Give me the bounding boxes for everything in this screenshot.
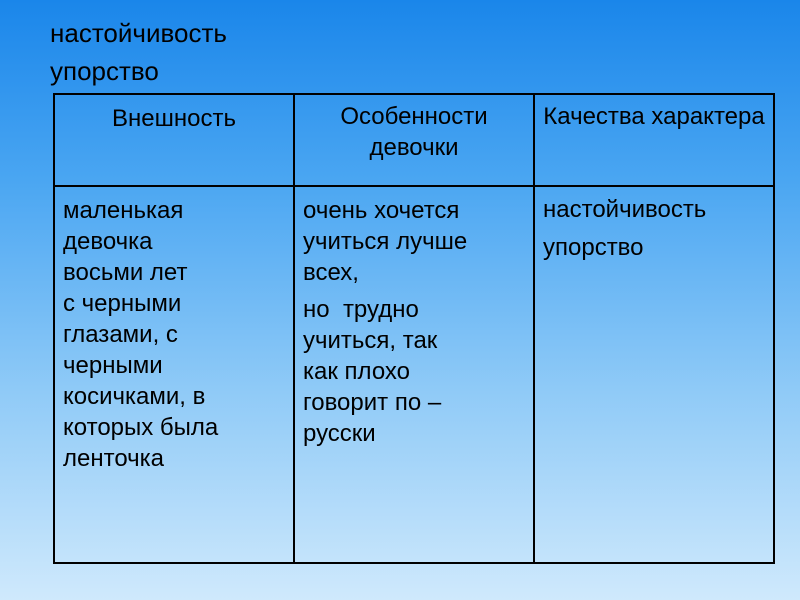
cell-features [294,186,534,563]
character-table [53,93,775,564]
quality-tenacity: упорство [543,234,644,261]
quality-persistence: настойчивость [543,196,707,223]
features-line: но трудно [303,296,419,323]
appearance-line: маленькая [63,197,184,224]
appearance-line: косичками, в [63,383,206,410]
features-line: говорит по – [303,389,442,416]
features-line: учиться, так [303,327,438,354]
table-row [54,186,774,563]
top-line-persistence: настойчивость [50,18,227,48]
appearance-line: глазами, с [63,321,178,348]
appearance-line: ленточка [63,445,165,472]
header-qualities: Качества характера [534,94,774,186]
appearance-line: которых была [63,414,219,441]
features-line: русски [303,420,376,447]
features-line: как плохо [303,358,410,385]
header-appearance: Внешность [54,94,294,186]
cell-appearance [54,186,294,563]
header-features: Особенности девочки [294,94,534,186]
appearance-line: черными [63,352,163,379]
appearance-line: с черными [63,290,182,317]
features-line: очень хочется [303,197,460,224]
features-line: всех, [303,259,359,286]
table-header-row [54,94,774,186]
cell-qualities [534,186,774,563]
appearance-line: восьми лет [63,259,188,286]
appearance-line: девочка [63,228,153,255]
top-text-block [50,14,227,90]
top-line-tenacity: упорство [50,56,159,86]
features-line: учиться лучше [303,228,468,255]
